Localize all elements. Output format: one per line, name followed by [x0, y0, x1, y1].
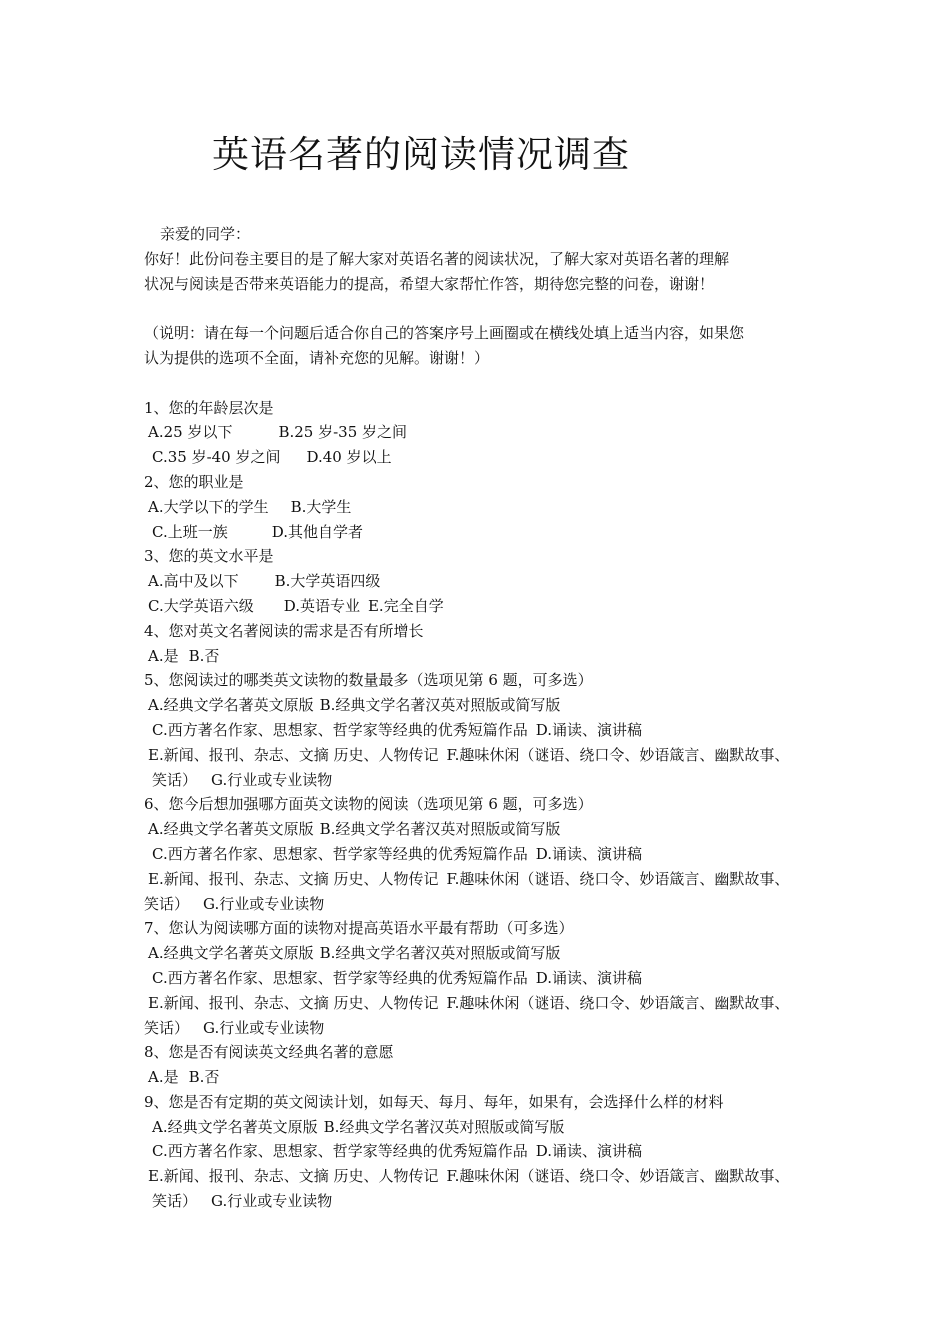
option-b: B.经典文学名著汉英对照版或简写版 — [319, 944, 561, 963]
option-f: F.趣味休闲（谜语、绕口令、妙语箴言、幽默故事、 — [446, 1167, 790, 1186]
question-6-options-row-4 — [144, 892, 824, 917]
option-a: A.25 岁以下 — [148, 423, 233, 442]
greeting: 亲爱的同学： — [160, 225, 251, 243]
question-9: 9、您是否有定期的英文阅读计划，如每天、每月、每年，如果有，会选择什么样的材料 — [144, 1092, 724, 1111]
note-line-2: 认为提供的选项不全面，请补充您的见解。谢谢！） — [144, 348, 490, 367]
option-e: E.新闻、报刊、杂志、文摘 历史、人物传记 — [148, 869, 439, 888]
question-6-options-row-3 — [144, 867, 824, 892]
question-6-options-row-2 — [144, 842, 824, 867]
question-3: 3、您的英文水平是 — [144, 547, 274, 566]
option-e: E.新闻、报刊、杂志、文摘 历史、人物传记 — [148, 993, 439, 1012]
question-7-options-row-3 — [144, 991, 824, 1016]
option-d: D.诵读、演讲稿 — [535, 844, 642, 863]
option-e: E.完全自学 — [367, 596, 444, 615]
question-5-options-row-1 — [144, 693, 824, 718]
question-4-options — [144, 644, 824, 669]
question-9-options-row-1 — [144, 1115, 824, 1140]
option-f-continued: 笑话） — [144, 894, 190, 913]
intro-line-1: 你好！此份问卷主要目的是了解大家对英语名著的阅读状况，了解大家对英语名著的理解 — [144, 249, 730, 268]
option-b: B.经典文学名著汉英对照版或简写版 — [319, 820, 561, 839]
option-a: A.经典文学名著英文原版 — [152, 1117, 318, 1136]
question-7-options-row-2 — [144, 966, 824, 991]
option-f: F.趣味休闲（谜语、绕口令、妙语箴言、幽默故事、 — [446, 993, 790, 1012]
question-4: 4、您对英文名著阅读的需求是否有所增长 — [144, 621, 424, 640]
question-3-options-row-1 — [144, 569, 824, 594]
question-1-options-row-2 — [144, 445, 824, 470]
question-3-options-row-2 — [144, 594, 824, 619]
option-b: B.大学生 — [290, 497, 352, 516]
option-a: A.高中及以下 — [148, 572, 239, 591]
option-c: C.35 岁-40 岁之间 — [152, 448, 281, 467]
option-d: D.40 岁以上 — [306, 448, 392, 467]
option-c: C.西方著名作家、思想家、哲学家等经典的优秀短篇作品 — [152, 1142, 528, 1161]
option-b: B.经典文学名著汉英对照版或简写版 — [319, 696, 561, 715]
note-line-1: （说明：请在每一个问题后适合你自己的答案序号上画圈或在横线处填上适当内容，如果您 — [144, 324, 745, 343]
question-5: 5、您阅读过的哪类英文读物的数量最多（选项见第 6 题，可多选） — [144, 671, 593, 690]
question-5-options-row-4 — [144, 768, 824, 793]
question-8-options — [144, 1065, 824, 1090]
option-b: B.否 — [188, 1068, 220, 1087]
question-7-options-row-1 — [144, 941, 824, 966]
question-1: 1、您的年龄层次是 — [144, 398, 274, 417]
blank-line — [144, 296, 824, 321]
option-c: C.大学英语六级 — [148, 596, 254, 615]
blank-line — [144, 371, 824, 396]
question-1-options-row-1 — [144, 420, 824, 445]
document-body — [144, 222, 824, 1214]
option-a: A.大学以下的学生 — [148, 497, 269, 516]
option-f-continued: 笑话） — [152, 770, 198, 789]
question-6: 6、您今后想加强哪方面英文读物的阅读（选项见第 6 题，可多选） — [144, 795, 593, 814]
question-9-options-row-4 — [144, 1189, 824, 1214]
option-b: B.25 岁-35 岁之间 — [278, 423, 408, 442]
option-e: E.新闻、报刊、杂志、文摘 历史、人物传记 — [148, 1167, 439, 1186]
document-title: 英语名著的阅读情况调查 — [212, 133, 630, 176]
option-c: C.上班一族 — [152, 522, 228, 541]
option-b: B.大学英语四级 — [274, 572, 381, 591]
option-f-continued: 笑话） — [152, 1192, 198, 1211]
option-a: A.经典文学名著英文原版 — [148, 944, 314, 963]
option-d: D.其他自学者 — [271, 522, 363, 541]
option-g: G.行业或专业读物 — [203, 894, 325, 913]
question-9-options-row-3 — [144, 1164, 824, 1189]
question-2-options-row-2 — [144, 520, 824, 545]
option-d: D.英语专业 — [283, 596, 360, 615]
option-a: A.是 — [148, 646, 179, 665]
option-c: C.西方著名作家、思想家、哲学家等经典的优秀短篇作品 — [152, 968, 528, 987]
question-8: 8、您是否有阅读英文经典名著的意愿 — [144, 1043, 394, 1062]
question-9-options-row-2 — [144, 1139, 824, 1164]
option-d: D.诵读、演讲稿 — [535, 968, 642, 987]
intro-line-2: 状况与阅读是否带来英语能力的提高，希望大家帮忙作答，期待您完整的问卷，谢谢！ — [144, 274, 715, 293]
option-d: D.诵读、演讲稿 — [535, 720, 642, 739]
question-2-options-row-1 — [144, 495, 824, 520]
question-7: 7、您认为阅读哪方面的读物对提高英语水平最有帮助（可多选） — [144, 919, 574, 938]
option-a: A.经典文学名著英文原版 — [148, 696, 314, 715]
option-b: B.否 — [188, 646, 220, 665]
question-5-options-row-3 — [144, 743, 824, 768]
option-f: F.趣味休闲（谜语、绕口令、妙语箴言、幽默故事、 — [446, 869, 790, 888]
option-a: A.是 — [148, 1068, 179, 1087]
option-b: B.经典文学名著汉英对照版或简写版 — [323, 1117, 565, 1136]
option-f-continued: 笑话） — [144, 1018, 190, 1037]
option-f: F.趣味休闲（谜语、绕口令、妙语箴言、幽默故事、 — [446, 745, 790, 764]
question-7-options-row-4 — [144, 1016, 824, 1041]
option-c: C.西方著名作家、思想家、哲学家等经典的优秀短篇作品 — [152, 720, 528, 739]
option-g: G.行业或专业读物 — [203, 1018, 325, 1037]
option-a: A.经典文学名著英文原版 — [148, 820, 314, 839]
question-6-options-row-1 — [144, 817, 824, 842]
question-5-options-row-2 — [144, 718, 824, 743]
question-2: 2、您的职业是 — [144, 472, 244, 491]
option-e: E.新闻、报刊、杂志、文摘 历史、人物传记 — [148, 745, 439, 764]
option-g: G.行业或专业读物 — [211, 770, 333, 789]
option-g: G.行业或专业读物 — [211, 1192, 333, 1211]
option-c: C.西方著名作家、思想家、哲学家等经典的优秀短篇作品 — [152, 844, 528, 863]
option-d: D.诵读、演讲稿 — [535, 1142, 642, 1161]
